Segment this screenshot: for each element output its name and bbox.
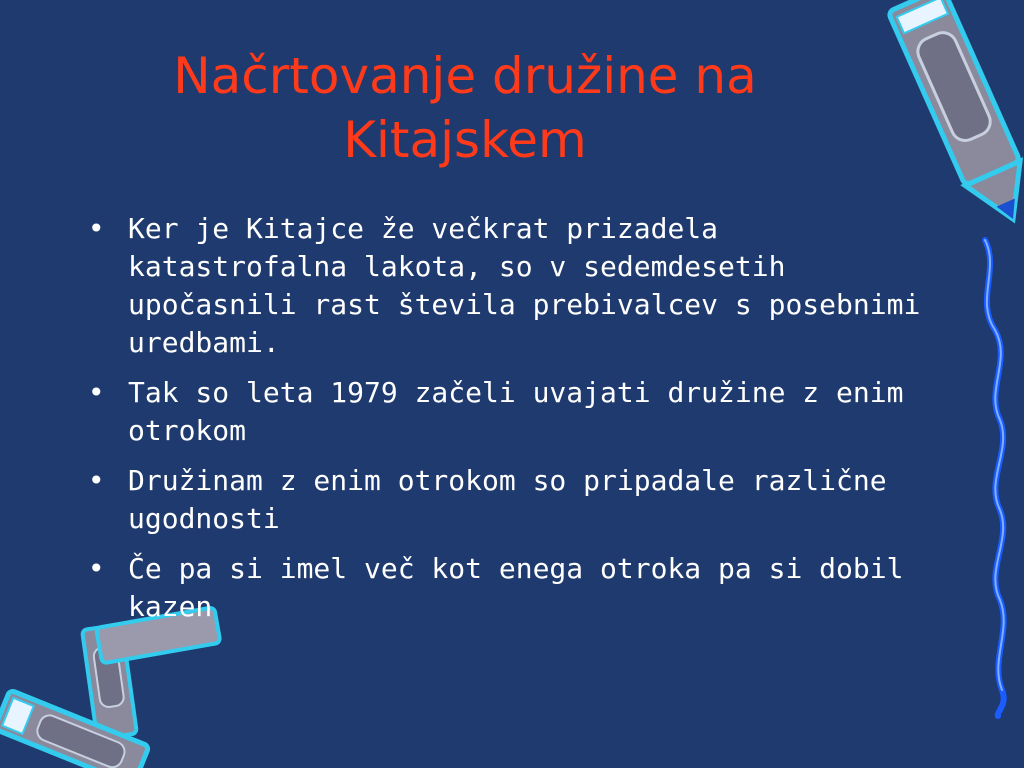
slide-title: Načrtovanje družine na Kitajskem — [173, 47, 757, 169]
bullet-text: Če pa si imel več kot enega otroka pa si dobil kazen — [128, 552, 904, 623]
bullet-marker: • — [88, 552, 105, 585]
list-item — [88, 210, 938, 362]
list-item — [88, 374, 938, 450]
bullet-list — [88, 210, 938, 638]
bullet-text: Tak so leta 1979 začeli uvajati družine z enim otrokom — [128, 376, 904, 447]
list-item — [88, 462, 938, 538]
list-item — [88, 550, 938, 626]
bullet-marker: • — [88, 376, 105, 409]
bullet-text: Ker je Kitajce že večkrat prizadela katastrofalna lakota, so v sedemdesetih upočasnili rast števila prebivalcev s posebnimi uredbami. — [128, 212, 921, 359]
bullet-text: Družinam z enim otrokom so pripadale različne ugodnosti — [128, 464, 887, 535]
bullet-marker: • — [88, 464, 105, 497]
bullet-marker: • — [88, 212, 105, 245]
